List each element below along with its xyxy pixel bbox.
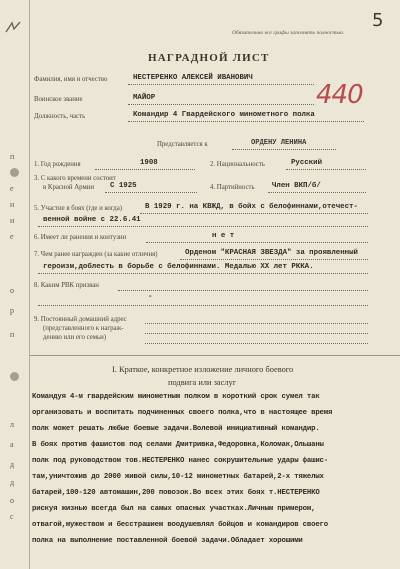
birth-label: 1. Год рождения [34, 161, 81, 168]
address-label-line3: дению или его семьи) [43, 334, 107, 341]
party-label: 4. Партийность [210, 184, 255, 191]
margin-rule [29, 0, 30, 569]
prev-awards-line1 [180, 259, 368, 260]
service-value: С 1925 [110, 182, 137, 190]
handwritten-number: 440 [316, 80, 363, 110]
margin-char: о [10, 286, 14, 295]
margin-char: н [10, 200, 15, 209]
nationality-line [286, 169, 366, 170]
address-line3 [145, 343, 368, 344]
birth-value: 1908 [140, 159, 158, 167]
feat-line: полк может решать любые боевые задачи.Волевой инициативный командир. [32, 425, 320, 433]
margin-char: а [10, 440, 14, 449]
battles-value-line1: В 1929 г. на КВЖД, в бойх с белофиннами,отечест- [145, 203, 358, 211]
margin-char: п [10, 330, 15, 339]
feat-line: батарей,100-120 автомашин,200 повозок.Во всех этих боях т.НЕСТЕРЕНКО [32, 489, 320, 497]
feat-line: рискуя жизнью всегда был на самых опасных участках.Личным примером, [32, 505, 316, 513]
margin-char: и [10, 216, 15, 225]
nationality-value: Русский [291, 159, 323, 167]
service-line [105, 192, 197, 193]
page-title: НАГРАДНОЙ ЛИСТ [148, 52, 270, 64]
rvk-label: 8. Каким РВК призван [34, 282, 99, 289]
rank-label: Воинское звание [34, 96, 83, 103]
feat-title-line1: I. Краткое, конкретное изложение личного боевого [112, 365, 294, 374]
name-line [128, 84, 314, 85]
margin-char: д [10, 460, 15, 469]
rank-value: МАЙОР [133, 94, 156, 102]
nationality-label: 2. Национальность [210, 161, 265, 168]
battles-label: 5. Участие в боях (где и когда) [34, 205, 123, 212]
service-label-line2: в Красной Армии [43, 184, 95, 191]
feat-line: полка на выполнение поставленной боевой задачи.Обладает хорошими [32, 537, 303, 545]
rank-line [128, 104, 314, 105]
punch-hole [10, 372, 19, 381]
wounds-line [146, 242, 368, 243]
page-number: 5 [372, 10, 384, 31]
name-label: Фамилия, имя и отчество [34, 76, 108, 83]
award-value: ОРДЕНУ ЛЕНИНА [251, 139, 307, 147]
feat-line: Командуя 4-м гвардейским минометным полком в короткий срок сумел так [32, 393, 320, 401]
prev-awards-value-line2: героизм,доблесть в борьбе с белофиннами. Медалью ХХ лет РККА. [43, 263, 314, 271]
wounds-value: н е т [212, 232, 235, 240]
address-line1 [145, 323, 368, 324]
position-line [128, 121, 364, 122]
feat-line: организовать и воспитать подчиненных своего полка,что в настоящее время [32, 409, 333, 417]
header-note: Обязательно все графы заполнять полностью. [232, 30, 345, 36]
margin-char: д [10, 478, 15, 487]
position-value: Командир 4 Гвардейского минометного полка [133, 111, 315, 119]
margin-char: л [10, 420, 14, 429]
section-divider [30, 355, 400, 356]
feat-title-line2: подвига или заслуг [168, 378, 237, 387]
name-value: НЕСТЕРЕНКО АЛЕКСЕЙ ИВАНОВИЧ [133, 74, 253, 82]
address-label-line1: 9. Постоянный домашний адрес [34, 316, 127, 323]
party-line [268, 192, 366, 193]
margin-char: о [10, 496, 14, 505]
award-line [232, 149, 336, 150]
award-label: Представляется к [157, 141, 208, 148]
prev-awards-label: 7. Чем ранее награжден (за какие отличия) [34, 251, 158, 258]
rvk-value: - [148, 293, 153, 301]
address-label-line2: (представленного к награж- [43, 325, 124, 332]
margin-char: р [10, 306, 14, 315]
prev-awards-value-line1: Орденом "КРАСНАЯ ЗВЕЗДА" за проявленный [185, 249, 358, 257]
battles-line2 [38, 226, 368, 227]
birth-line [95, 169, 195, 170]
margin-char: с [10, 512, 14, 521]
battles-value-line2: венной войне с 22.6.41 [43, 216, 141, 224]
rvk-line [118, 290, 368, 291]
punch-hole [10, 168, 19, 177]
margin-char: е [10, 184, 14, 193]
party-value: Член ВКП/б/ [272, 182, 321, 190]
margin-char: е [10, 232, 14, 241]
margin-char: п [10, 152, 15, 161]
corner-mark-icon [4, 20, 24, 36]
prev-awards-line2 [38, 273, 368, 274]
wounds-label: 6. Имеет ли ранения и контузии [34, 234, 127, 241]
feat-line: полк под руководством тов.НЕСТЕРЕНКО нанес сокрушительные удары фашис- [32, 457, 329, 465]
rvk-line2 [38, 305, 368, 306]
feat-line: там,уничтожив до 2000 живой силы,10-12 минометных батарей,2-х тяжелых [32, 473, 324, 481]
service-label-line1: 3. С какого времени состоит [34, 175, 116, 182]
feat-line: В боях против фашистов под селами Дмитривка,Федоровка,Коломак,Ольшаны [32, 441, 324, 449]
address-line2 [145, 333, 368, 334]
feat-line: отвагой,мужеством и бесстрашием воодушевлял бойцов и командиров своего [32, 521, 329, 529]
position-label: Должность, часть [34, 113, 86, 120]
battles-line1 [140, 213, 368, 214]
